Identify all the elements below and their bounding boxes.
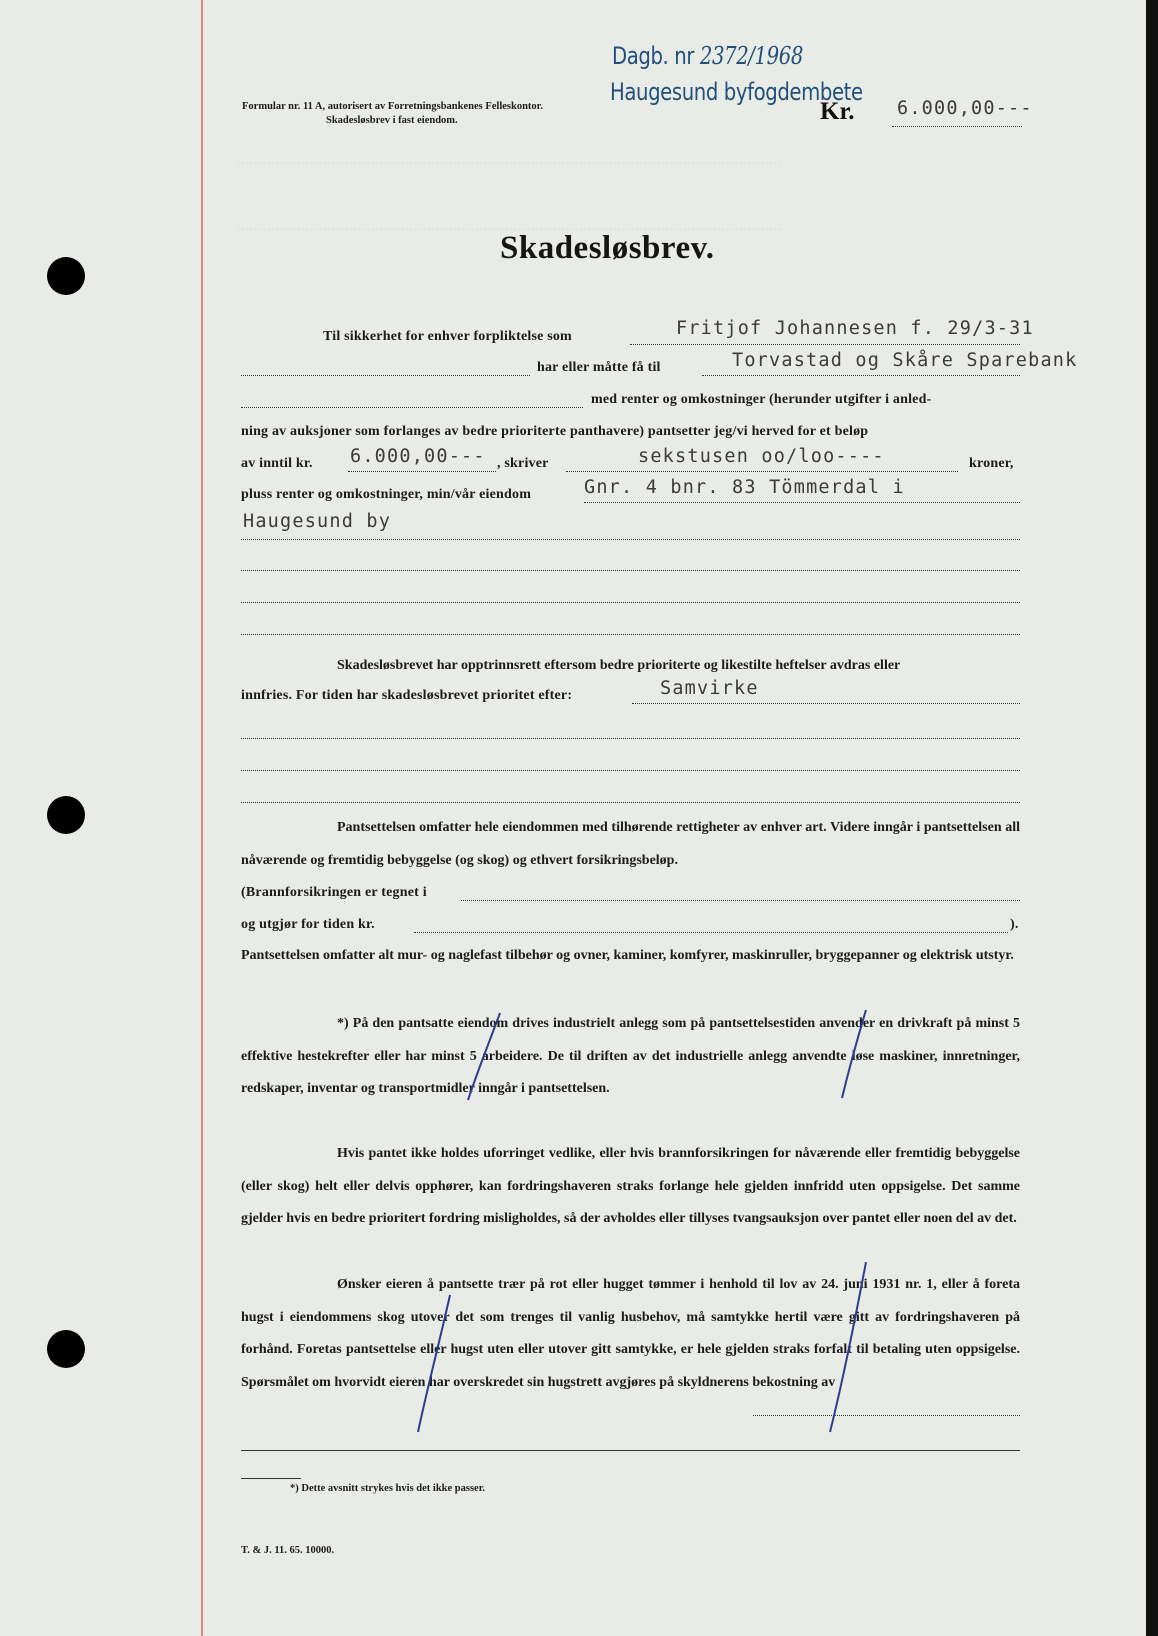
paragraph-scope: Pantsettelsen omfatter hele eiendommen med tilhørende rettigheter av enhver art. Videre inngår i pantsettelsen all nåværende og fremtidig bebyggelse (og skog) og ethvert forsikringsbeløp. [241,820,1020,868]
bleed-through-text: ……………………………………………………………………………………………………………… [236,152,782,167]
label-sikkerhet: Til sikkerhet for enhver forpliktelse som [323,329,572,344]
print-code: T. & J. 11. 65. 10000. [241,1545,335,1556]
amount-top: 6.000,00--- [897,98,1033,119]
dagbok-stamp: Dagb. nr 2372/1968 [612,42,803,70]
paragraph-timber: Ønsker eieren å pantsette trær på rot eller hugget tømmer i henhold til lov av 24. juni 1931 nr. 1, eller å foreta hugst i eiendommens skog utover det som trenges til vanlig husbehov, må samtykke hertil være gitt av fordringshaveren på forhånd. Foretas pantsettelse eller hugst uten eller utover gitt samtykke, er hele gjelden straks forfalt til betaling uten oppsigelse. Spørsmålet om hvorvidt eieren har overskredet sin hugstrett avgjøres på skyldnerens bekostning av [241,1277,1020,1390]
property-line-2: Haugesund by [243,511,392,532]
amount-in-words: sekstusen oo/loo---- [638,446,885,467]
paragraph-priority: Skadesløsbrevet har opptrinnsrett eftersom bedre prioriterte og likestilte heftelser avdras eller [337,658,901,673]
creditor-name: Torvastad og Skåre Sparebank [732,350,1078,371]
paragraph-maintenance: Hvis pantet ikke holdes uforringet vedlike, eller hvis brannforsikringen for nåværende eller fremtidig bebyggelse (eller skog) helt eller delvis opphører, kan fordringshaveren straks forlange hele gjelden innfridd uten oppsigelse. Det samme gjelder hvis en bedre prioritert fordring misligholdes, så der avholdes eller tillyses tvangsauksjon over pantet eller noen del av det. [241,1146,1020,1226]
scan-edge [1146,0,1158,1636]
label-inntil: av inntil kr. [241,456,313,471]
footnote: *) Dette avsnitt strykes hvis det ikke passer. [290,1483,486,1494]
document-page: ……………………………………………………………………………………………………………… ……………………………………………………………………………………………………………… Dagb. nr 2372/1968 Haugesund byfogdembete Formular nr. 11 A, autorisert av Forretningsbankenes Felleskontor. Skadesløsbrev i fast eiendom. Kr. 6.000,00--- Skadesløsbrev. Til sikkerhet for enhver forpliktelse som Fritjof Johannesen f. 29/3-31 har eller måtte få til Torvastad og Skåre Sparebank med renter og omkostninger (herunder utgifter i anled- ning av auksjoner som forlanges av bedre prioriterte panthavere) pantsetter jeg/vi herved for et beløp av inntil kr. 6.000,00--- , skriver sekstusen oo/loo---- kroner, pluss renter og omkostninger, min/vår eiendom Gnr. 4 bnr. 83 Tömmerdal i Haugesund by Skadesløsbrevet har opptrinnsrett eftersom bedre prioriterte og likestilte heftelser avdras eller innfries. For tiden har skadesløsbrevet prioritet efter: Samvirke Pantsettelsen omfatter hele eiendommen med tilhørende rettigheter av enhver art. Videre inngår i pantsettelsen all nåværende og fremtidig bebyggelse (og skog) og ethvert forsikringsbeløp. (Brannforsikringen er tegnet i og utgjør for tiden kr. ). Pantsettelsen omfatter alt mur- og naglefast tilbehør og ovner, kaminer, komfyrer, maskinruller, bryggepanner og elektrisk utstyr. *) På den pantsatte eiendom drives industrielt anlegg som på pantsettelsestiden anvender en drivkraft på minst 5 effektive hestekrefter eller har minst 5 arbeidere. De til driften av det industrielle anlegg anvendte løse maskiner, innretninger, redskaper, inventar og transportmidler inngår i pantsettelsen. Hvis pantet ikke holdes uforringet vedlike, eller hvis brannforsikringen for nåværende eller fremtidig bebyggelse (eller skog) helt eller delvis opphører, kan fordringshaveren straks forlange hele gjelden innfridd uten oppsigelse. Det samme gjelder hvis en bedre prioritert fordring misligholdes, så der avholdes eller tillyses tvangsauksjon over pantet eller noen del av det. Ønsker eieren å pantsette trær på rot eller hugget tømmer i henhold til lov av 24. juni 1931 nr. 1, eller å foreta hugst i eiendommens skog utover det som trenges til vanlig husbehov, må samtykke hertil være gitt av fordringshaveren på forhånd. Foretas pantsettelse eller hugst uten eller utover gitt samtykke, er hele gjelden straks forfalt til betaling uten oppsigelse. Spørsmålet om hvorvidt eieren har overskredet sin hugstrett avgjøres på skyldnerens bekostning av *) Dette avsnitt strykes hvis det ikke passer. T. & J. 11. 65. 10000. [0,0,1150,1636]
property-line-1: Gnr. 4 bnr. 83 Tömmerdal i [584,477,905,498]
document-title: Skadesløsbrev. [500,230,715,266]
paragraph-industrial: *) På den pantsatte eiendom drives industrielt anlegg som på pantsettelsestiden anvender en drivkraft på minst 5 effektive hestekrefter eller har minst 5 arbeidere. De til driften av det industrielle anlegg anvendte løse maskiner, innretninger, redskaper, inventar og transportmidler inngår i pantsettelsen. [241,1016,1020,1096]
label-brannforsikring: (Brannforsikringen er tegnet i [241,885,427,900]
text-auksjoner: ning av auksjoner som forlanges av bedre prioriterte panthavere) pantsetter jeg/vi herved for et beløp [241,424,869,439]
form-reference: Formular nr. 11 A, autorisert av Forretningsbankenes Felleskontor. [242,101,544,112]
label-prioritet-efter: innfries. For tiden har skadesløsbrevet prioritet efter: [241,688,573,703]
label-kroner: kroner, [969,456,1014,471]
label-skriver: , skriver [497,456,549,471]
kr-label: Kr. [820,98,855,125]
label-eiendom: pluss renter og omkostninger, min/vår eiendom [241,487,532,502]
office-stamp: Haugesund byfogdembete [610,78,863,106]
label-utgjor: og utgjør for tiden kr. [241,917,375,932]
amount-inline: 6.000,00--- [350,446,486,467]
priority-value: Samvirke [660,678,759,699]
label-renter: med renter og omkostninger (herunder utgifter i anled- [591,392,932,407]
debtor-name: Fritjof Johannesen f. 29/3-31 [676,318,1034,339]
paragraph-fixtures: Pantsettelsen omfatter alt mur- og naglefast tilbehør og ovner, kaminer, komfyrer, maskinruller, bryggepanner og elektrisk utstyr. [241,948,1014,963]
closing-paren: ). [1010,917,1019,932]
label-har-eller: har eller måtte få til [537,360,661,375]
form-subtitle: Skadesløsbrev i fast eiendom. [326,115,458,126]
